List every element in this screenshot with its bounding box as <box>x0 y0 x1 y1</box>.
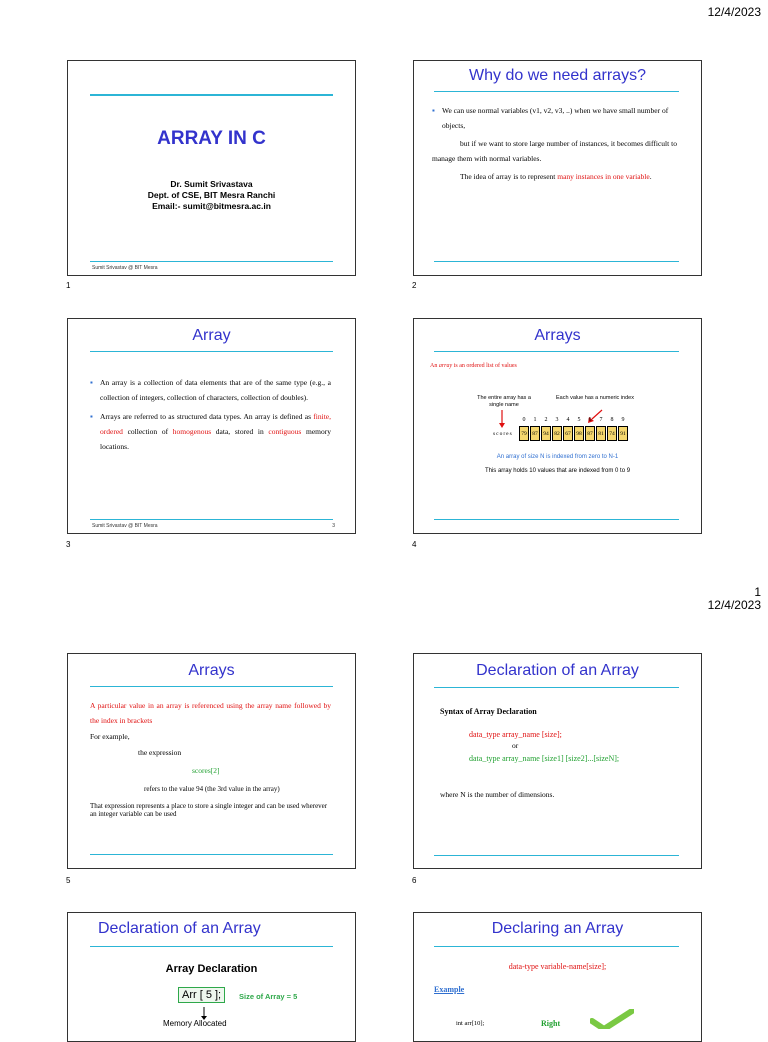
usage-text: That expression represents a place to store a single integer and can be used wherever an integer variable can be used <box>90 802 328 818</box>
array-index: 5 <box>577 417 581 423</box>
declaration-nd: data_type array_name [size1] [size2]...[sizeN]; <box>469 754 620 763</box>
bullet-text: ▪ An array is a collection of data elements that are of the same type (e.g., a collection of integers, collection of characters, collection of doubles). <box>90 375 331 405</box>
definition-text: A particular value in an array is referenced using the array name followed by the index in brackets <box>90 701 331 725</box>
slide-7 <box>67 912 356 1042</box>
expression-code: scores[2] <box>192 766 220 775</box>
or-text: or <box>512 741 519 750</box>
slide-number: 3 <box>66 540 71 549</box>
text: collection of <box>122 427 173 436</box>
array-index: 8 <box>610 417 614 423</box>
size-label: Size of Array = 5 <box>239 992 298 1001</box>
highlight-text: many instances in one variable <box>557 172 650 181</box>
slide-1 <box>67 60 356 276</box>
note-indexing: An array of size N is indexed from zero to N-1 <box>496 454 619 460</box>
array-index: 2 <box>544 417 548 423</box>
array-cell: 81 <box>596 426 606 441</box>
array-code-box: Arr [ 5 ]; <box>178 987 225 1003</box>
array-cell: 91 <box>618 426 628 441</box>
page-date-2: 12/4/2023 <box>707 598 761 612</box>
slide-3 <box>67 318 356 534</box>
array-cell: 82 <box>552 426 562 441</box>
example-label: For example, <box>90 732 130 741</box>
slide-number: 4 <box>412 540 417 549</box>
text: . <box>649 172 652 181</box>
array-cell: 74 <box>607 426 617 441</box>
author-email: Email:- sumit@bitmesra.ac.in <box>152 201 271 211</box>
slide-number: 6 <box>412 876 417 885</box>
array-cell: 94 <box>541 426 551 441</box>
text: array <box>438 363 453 369</box>
example-code: int arr[10]; <box>456 1020 485 1027</box>
slide-title: ARRAY IN C <box>157 128 266 149</box>
slide-2 <box>413 60 702 276</box>
intro-text <box>430 363 517 369</box>
array-index: 4 <box>566 417 570 423</box>
slide-6 <box>413 653 702 869</box>
text: The idea of array is to represent <box>460 172 558 181</box>
array-cell: 87 <box>530 426 540 441</box>
slide-4 <box>413 318 702 534</box>
right-label: Right <box>541 1019 561 1028</box>
array-index: 0 <box>522 417 526 423</box>
page-date: 12/4/2023 <box>707 5 761 19</box>
array-cell: 79 <box>519 426 529 441</box>
array-index: 3 <box>555 417 559 423</box>
syntax-heading: Syntax of Array Declaration <box>440 707 537 716</box>
text: is an ordered list of values <box>452 363 517 369</box>
slide-title: Why do we need arrays? <box>469 67 646 84</box>
label-name: The entire array has a single name <box>477 395 531 408</box>
slide-title: Declaration of an Array <box>476 662 639 679</box>
memory-label: Memory Allocated <box>163 1019 227 1028</box>
bullet-text: ▪ We can use normal variables (v1, v2, v3, ..) when we have small number of objects, <box>432 103 677 133</box>
slide-footer: Sumit Srivastav @ BIT Mesra <box>92 265 158 271</box>
slide-title: Declaration of an Array <box>98 920 261 937</box>
slide-8 <box>413 912 702 1042</box>
array-cells <box>519 426 629 441</box>
array-index: 9 <box>621 417 625 423</box>
paragraph <box>432 169 677 184</box>
author-name: Dr. Sumit Srivastava <box>170 179 253 189</box>
array-cell: 98 <box>574 426 584 441</box>
bullet-text <box>90 409 331 454</box>
array-name: scores <box>493 431 513 437</box>
page-number: 1 <box>754 585 761 599</box>
text: memory locations. <box>100 427 331 451</box>
slide-5 <box>67 653 356 869</box>
syntax-text: data-type variable-name[size]; <box>508 962 607 971</box>
slide-number: 2 <box>412 281 417 290</box>
diagram-heading: Array Declaration <box>165 963 258 975</box>
array-index: 7 <box>599 417 603 423</box>
slide-title: Arrays <box>188 662 235 679</box>
index-row <box>518 417 650 425</box>
label-index: Each value has a numeric index <box>556 395 634 401</box>
expression-label: the expression <box>138 748 182 757</box>
slide-title: Array <box>192 327 231 344</box>
paragraph: but if we want to store large number of instances, it becomes difficult to manage them with normal variables. <box>432 139 677 163</box>
text: An <box>430 363 439 369</box>
check-icon <box>590 1009 634 1029</box>
example-heading: Example <box>434 985 465 994</box>
array-cell: 67 <box>563 426 573 441</box>
array-index: 1 <box>533 417 537 423</box>
note-values: This array holds 10 values that are indexed from 0 to 9 <box>484 468 631 474</box>
highlight-text: finite, ordered <box>100 412 331 436</box>
slide-page: 3 <box>332 523 335 529</box>
highlight-text: homogenous <box>172 427 212 436</box>
text: Arrays are referred to as structured data types. An array is defined as <box>100 412 314 421</box>
declaration-1d: data_type array_name [size]; <box>469 730 562 739</box>
author-dept: Dept. of CSE, BIT Mesra Ranchi <box>147 190 276 200</box>
highlight-text: contiguous <box>268 427 302 436</box>
refers-text: refers to the value 94 (the 3rd value in the array) <box>144 785 280 793</box>
slide-footer: Sumit Srivastav @ BIT Mesra <box>92 523 158 529</box>
dimensions-note: where N is the number of dimensions. <box>440 790 555 799</box>
slide-number: 5 <box>66 876 71 885</box>
array-index: 6 <box>588 417 592 423</box>
slide-title: Declaring an Array <box>491 920 624 937</box>
slide-title: Arrays <box>534 327 581 344</box>
text: data, stored in <box>211 427 269 436</box>
array-cell: 87 <box>585 426 595 441</box>
slide-number: 1 <box>66 281 71 290</box>
